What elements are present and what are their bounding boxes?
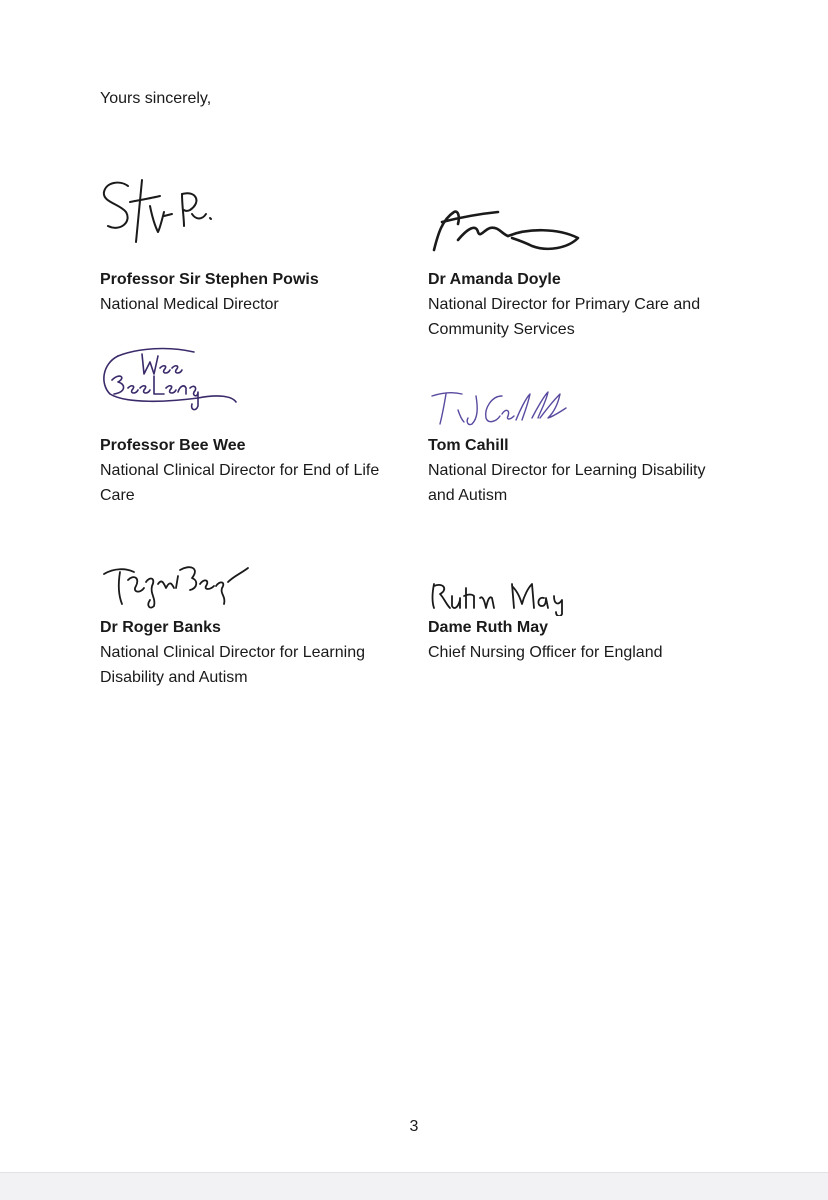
signatory-may	[428, 616, 748, 665]
signatory-wee	[100, 434, 420, 508]
signatory-name: Tom Cahill	[428, 437, 509, 454]
signature-cahill	[428, 386, 572, 430]
signatory-role: Care	[100, 487, 135, 504]
signatory-role: Disability and Autism	[100, 669, 248, 686]
signature-may	[428, 576, 572, 616]
signature-wee	[98, 340, 242, 420]
signatory-name: Dame Ruth May	[428, 619, 549, 636]
signatory-cahill	[428, 434, 748, 508]
signatory-role: National Medical Director	[100, 296, 279, 313]
page-number: 3	[409, 1118, 419, 1135]
signatory-role: Chief Nursing Officer for England	[428, 644, 663, 661]
closing-text: Yours sincerely,	[100, 90, 212, 107]
signatory-powis	[100, 268, 420, 317]
signatory-name: Dr Roger Banks	[100, 619, 221, 636]
signatory-role: National Clinical Director for Learning	[100, 644, 366, 661]
signature-powis	[98, 176, 228, 262]
signature-banks	[100, 554, 254, 610]
signatory-role: National Director for Learning Disability	[428, 462, 706, 479]
signatory-name: Professor Bee Wee	[100, 437, 246, 454]
signatory-role: Community Services	[428, 321, 575, 338]
signatory-banks	[100, 616, 420, 690]
signatory-role: National Clinical Director for End of Life	[100, 462, 380, 479]
signatory-role: National Director for Primary Care and	[428, 296, 701, 313]
signatory-role: and Autism	[428, 487, 508, 504]
signatory-name: Professor Sir Stephen Powis	[100, 271, 319, 288]
signatory-name: Dr Amanda Doyle	[428, 271, 561, 288]
signatory-doyle	[428, 268, 748, 342]
signature-doyle	[428, 200, 588, 260]
